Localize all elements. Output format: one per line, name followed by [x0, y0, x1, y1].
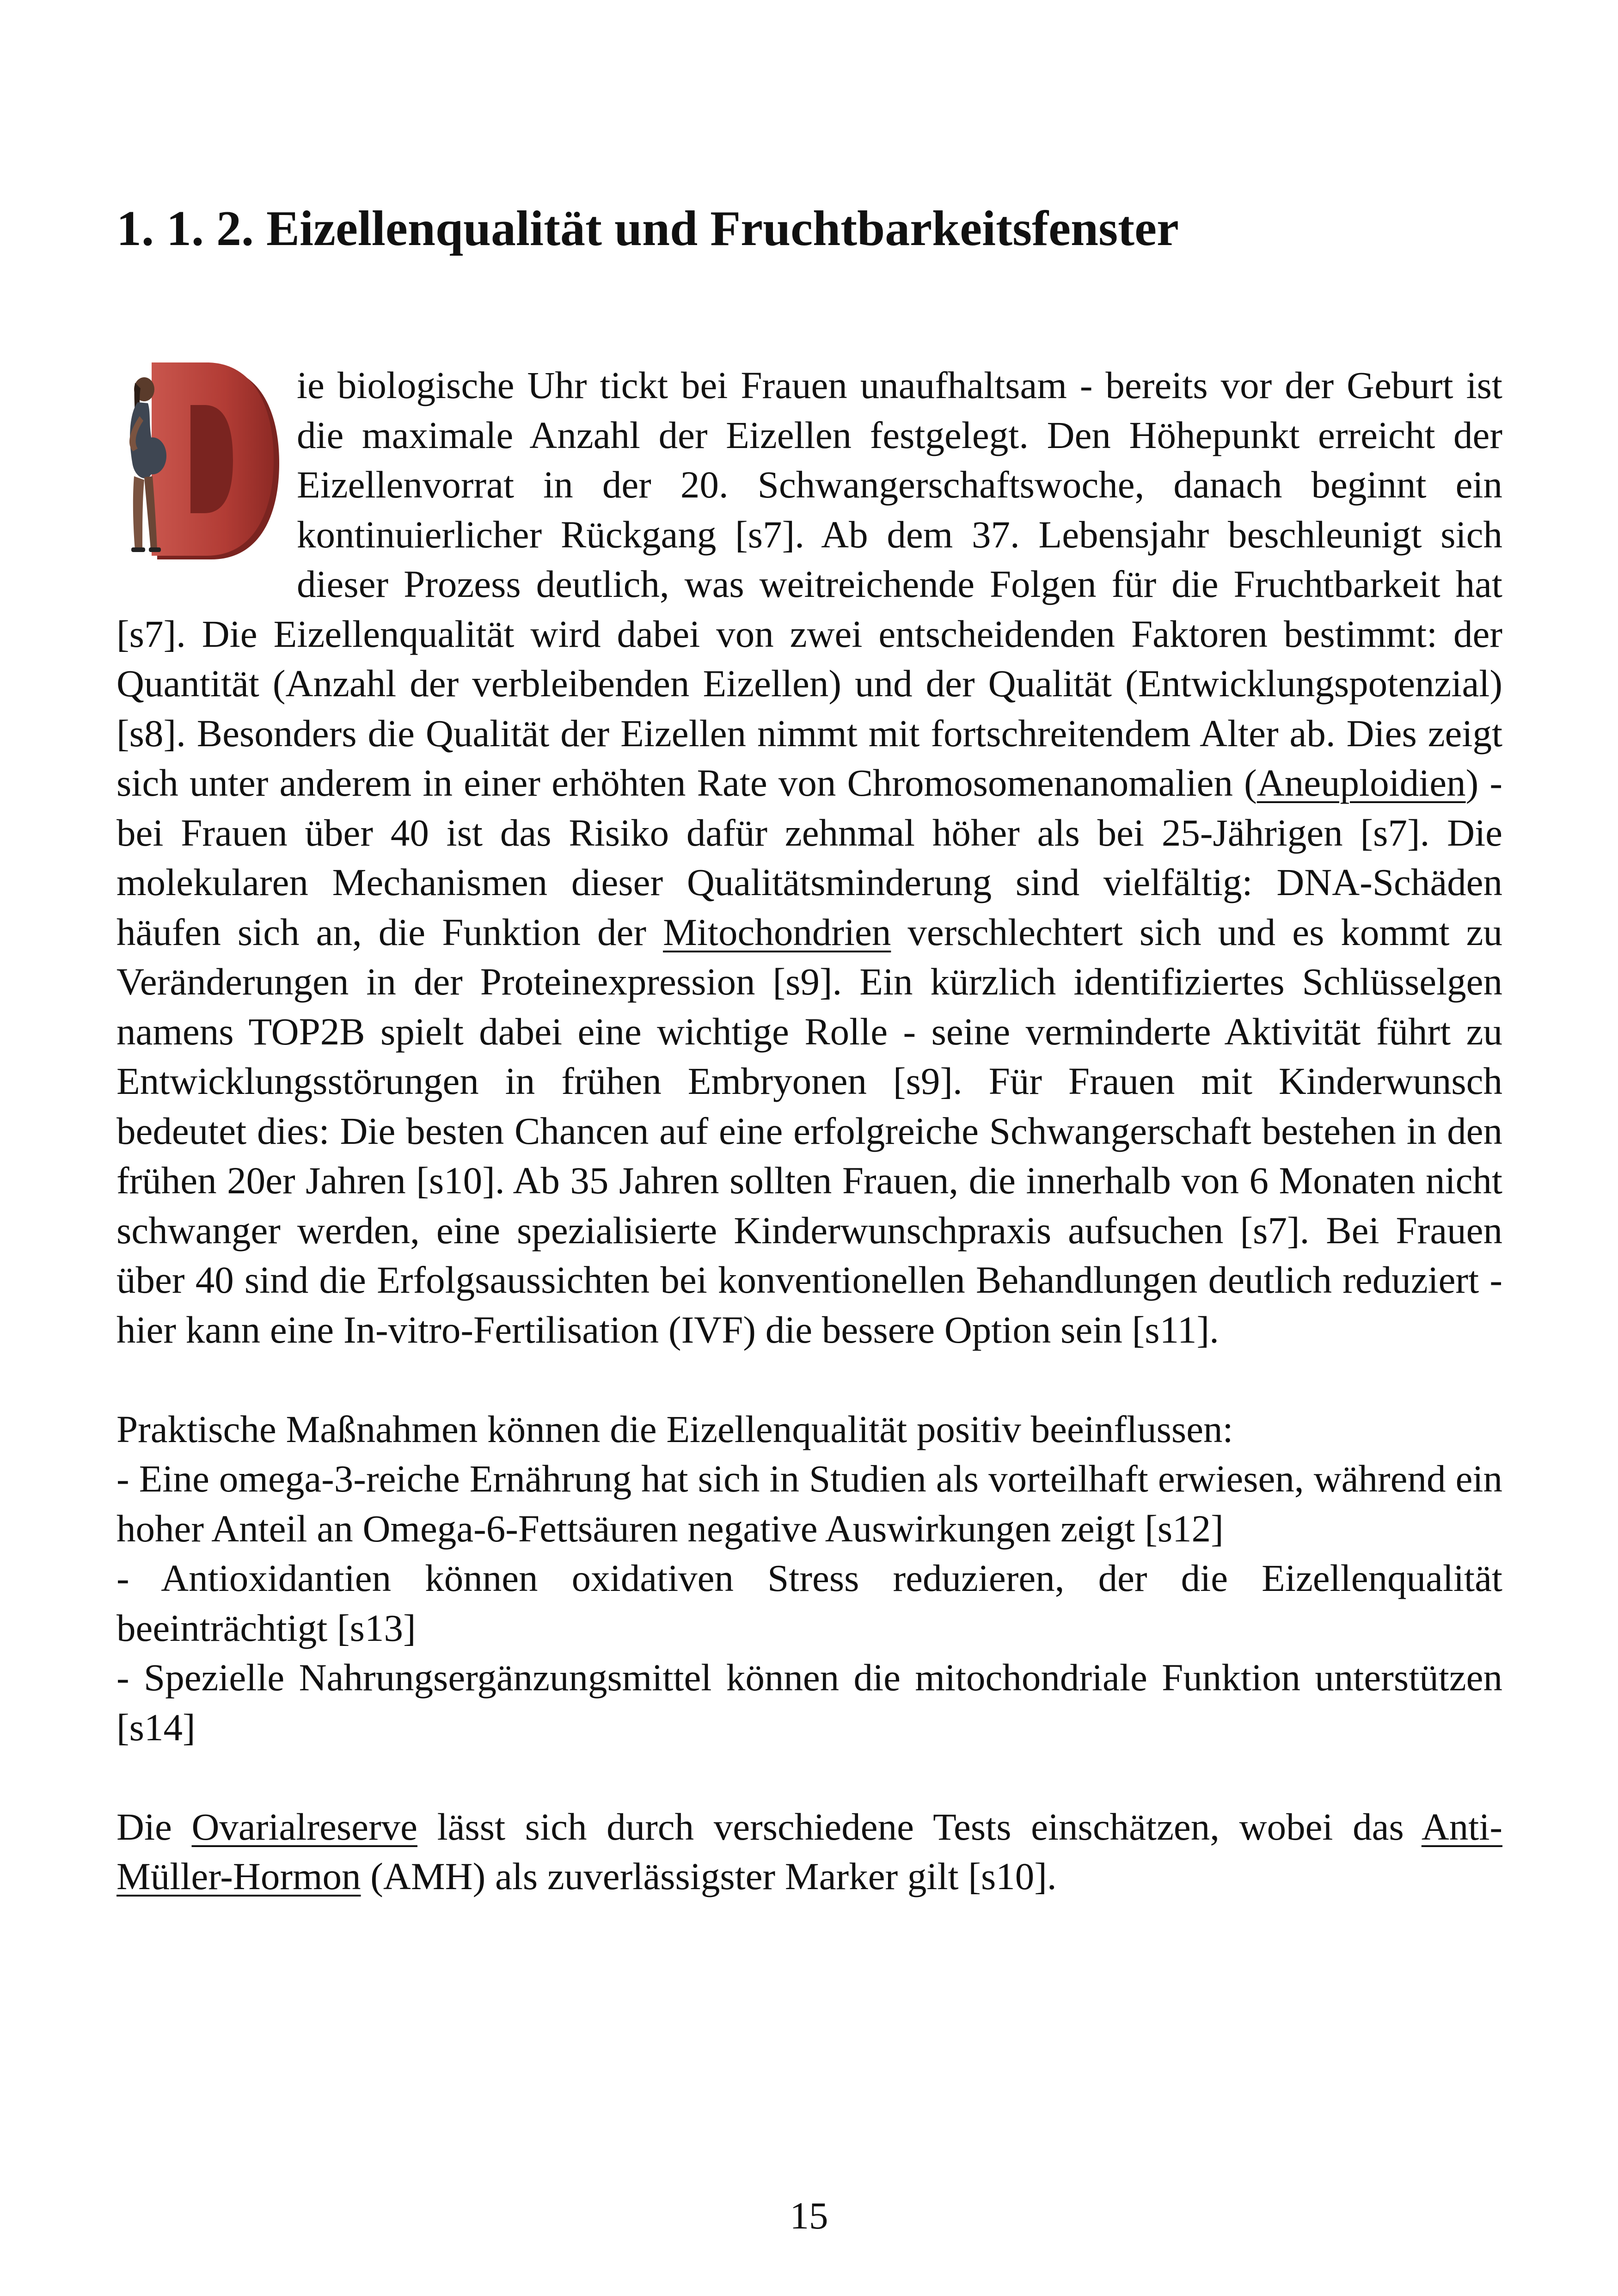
dropcap-illustration [112, 361, 283, 564]
paragraph-text: (AMH) als zuverlässigster Marker gilt [s10]. [361, 1855, 1057, 1897]
paragraph-gap [116, 1752, 1502, 1802]
link-aneuploidien[interactable]: Aneuploidien [1256, 761, 1466, 804]
paragraph-measures [116, 1405, 1502, 1753]
section-heading: 1. 1. 2. Eizellenqualität und Fruchtbarkeitsfenster [116, 201, 1179, 256]
measures-intro: Praktische Maßnahmen können die Eizellenqualität positiv beeinflussen: [116, 1407, 1233, 1450]
paragraph-gap [116, 1355, 1502, 1405]
body-text [116, 361, 1502, 1902]
paragraph-intro [116, 361, 1502, 1355]
pregnant-woman-icon [112, 361, 283, 564]
paragraph-text: verschlechtert sich und es kommt zu Veränderungen in der Proteinexpression [s9]. Ein kürzlich identifiziertes Schlüsselgen namens TOP2B spielt dabei eine wichtige Rolle - seine verminderte Aktivität führt zu Entwicklungsstörungen in frühen Embryonen [s9]. Für Frauen mit Kinderwunsch bedeutet dies: Die besten Chancen auf eine erfolgreiche Schwangerschaft bestehen in den frühen 20er Jahren [s10]. Ab 35 Jahren sollten Frauen, die innerhalb von 6 Monaten nicht schwanger werden, eine spezialisierte Kinderwunschpraxis aufsuchen [s7]. Bei Frauen über 40 sind die Erfolgsaussichten bei konventionellen Behandlungen deutlich reduziert - hier kann eine In-vitro-Fertilisation (IVF) die bessere Option sein [s11]. [116, 910, 1502, 1351]
list-item: - Spezielle Nahrungsergänzungsmittel können die mitochondriale Funktion unterstützen [s14] [116, 1656, 1502, 1749]
paragraph-text: Die [116, 1805, 192, 1848]
paragraph-text: ie biologische Uhr tickt bei Frauen unaufhaltsam - bereits vor der Geburt ist die maximale Anzahl der Eizellen festgelegt. Den Höhepunkt erreicht der Eizellenvorrat in der 20. Schwangerschaftswoche, danach beginnt ein kontinuierlicher Rückgang [s7]. Ab dem 37. Lebensjahr beschleunigt sich dieser Prozess deutlich, was weitreichende Folgen für die Fruchtbarkeit hat [s7]. Die Eizellenqualität wird dabei von zwei entscheidenden Faktoren bestimmt: der Quantität (Anzahl der verbleibenden Eizellen) und der Qualität (Entwicklungspotenzial) [s8]. Besonders die Qualität der Eizellen nimmt mit fortschreitendem Alter ab. Dies zeigt sich unter anderem in einer erhöhten Rate von Chromosomenanomalien ( [116, 364, 1502, 804]
paragraph-ovarian-reserve [116, 1802, 1502, 1902]
paragraph-text: lässt sich durch verschiedene Tests einschätzen, wobei das [417, 1805, 1422, 1848]
list-item: - Eine omega-3-reiche Ernährung hat sich in Studien als vorteilhaft erwiesen, während ein hoher Anteil an Omega-6-Fettsäuren negative Auswirkungen zeigt [s12] [116, 1457, 1502, 1550]
link-anti-mueller-hormon[interactable]: Anti-Müller-Hormon [116, 1805, 1503, 1897]
link-ovarialreserve[interactable]: Ovarialreserve [191, 1805, 417, 1848]
page-number: 15 [790, 2194, 828, 2237]
paragraph-text: ) - bei Frauen über 40 ist das Risiko dafür zehnmal höher als bei 25-Jährigen [s7]. Die molekularen Mechanismen dieser Qualitätsminderung sind vielfältig: DNA-Schäden häufen sich an, die Funktion der [116, 761, 1502, 953]
link-mitochondrien[interactable]: Mitochondrien [663, 910, 891, 953]
list-item: - Antioxidantien können oxidativen Stress reduzieren, der die Eizellenqualität beeinträchtigt [s13] [116, 1557, 1502, 1649]
